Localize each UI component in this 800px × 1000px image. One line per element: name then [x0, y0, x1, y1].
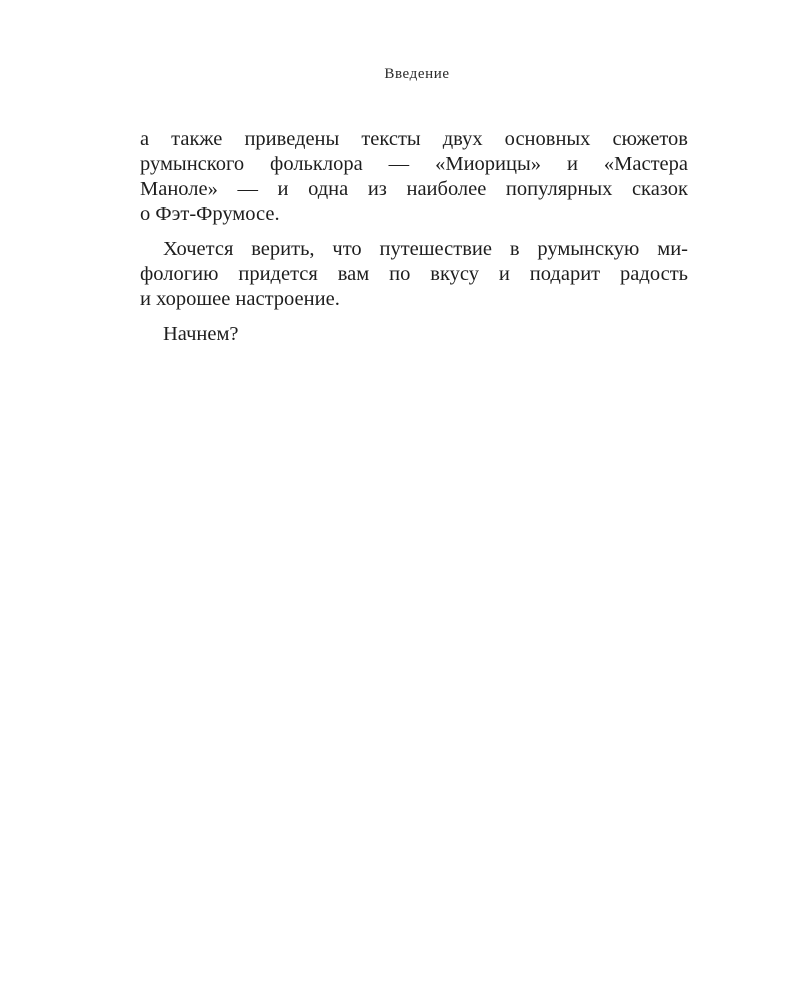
text-line: Начнем? — [163, 323, 239, 345]
paragraph-1 — [140, 127, 688, 227]
running-head: Введение — [384, 66, 450, 82]
text-line: Маноле» — и одна из наиболее популярных сказок — [140, 178, 688, 200]
body-text — [140, 127, 688, 357]
text-line: о Фэт-Фрумосе. — [140, 203, 280, 225]
text-line: а также приведены тексты двух основных сюжетов — [140, 128, 688, 150]
text-line: фологию придется вам по вкусу и подарит радость — [140, 263, 688, 285]
text-line: и хорошее настроение. — [140, 288, 340, 310]
paragraph-3 — [140, 322, 688, 347]
text-line: Хочется верить, что путешествие в румынскую ми- — [163, 238, 688, 260]
text-line: румынского фольклора — «Миорицы» и «Мастера — [140, 153, 688, 175]
paragraph-2 — [140, 237, 688, 312]
